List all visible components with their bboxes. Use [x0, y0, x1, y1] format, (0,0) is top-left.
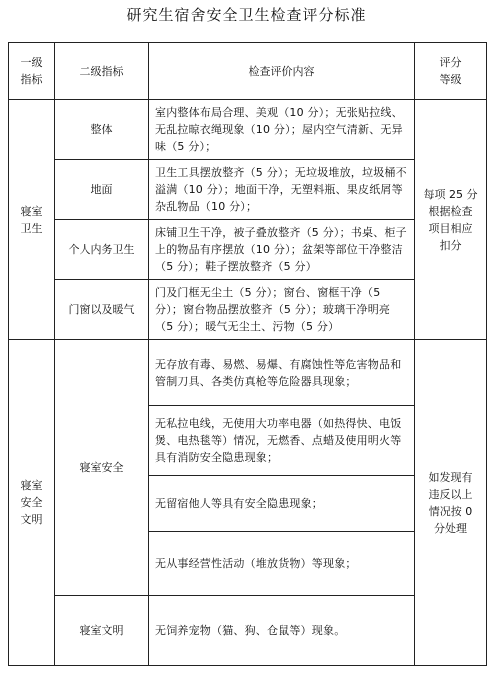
table-row	[9, 100, 487, 160]
content-cell: 无饲养宠物（猫、狗、仓鼠等）现象。	[149, 596, 415, 666]
content-cell: 无私拉电线，无使用大功率电器（如热得快、电饭煲、电热毯等）情况，无燃香、点蜡及使用明火等具有消防安全隐患现象；	[149, 406, 415, 476]
level2-cell: 地面	[55, 160, 149, 220]
level2-cell: 门窗以及暖气	[55, 280, 149, 340]
content-cell: 卫生工具摆放整齐（5 分）；无垃圾堆放，垃圾桶不溢满（10 分）；地面干净，无塑料瓶、果皮纸屑等杂乱物品（10 分）；	[149, 160, 415, 220]
level2-civil: 寝室文明	[55, 596, 149, 666]
score-hygiene: 每项 25 分 根据检查 项目相应 扣分	[415, 100, 487, 340]
content-cell: 无存放有毒、易燃、易爆、有腐蚀性等危害物品和管制刀具、各类仿真枪等危险器具现象；	[149, 340, 415, 406]
table-header-row	[9, 43, 487, 100]
table-row	[9, 340, 487, 406]
scoring-table	[8, 42, 487, 666]
score-safety-civil: 如发现有 违反以上 情况按 0 分处理	[415, 340, 487, 666]
header-level1: 一级 指标	[9, 43, 55, 100]
page-title: 研究生宿舍安全卫生检查评分标准	[126, 6, 367, 24]
level2-safety: 寝室安全	[55, 340, 149, 596]
level1-safety-civil: 寝室 安全 文明	[9, 340, 55, 666]
content-cell: 无留宿他人等具有安全隐患现象；	[149, 476, 415, 532]
content-cell: 床铺卫生干净，被子叠放整齐（5 分）；书桌、柜子上的物品有序摆放（10 分）；盆架等部位干净整洁（5 分）；鞋子摆放整齐（5 分）	[149, 220, 415, 280]
level2-cell: 个人内务卫生	[55, 220, 149, 280]
header-level2: 二级指标	[55, 43, 149, 100]
level1-hygiene: 寝室 卫生	[9, 100, 55, 340]
content-cell: 无从事经营性活动（堆放货物）等现象；	[149, 532, 415, 596]
header-content: 检查评价内容	[149, 43, 415, 100]
content-cell: 门及门框无尘土（5 分）；窗台、窗框干净（5 分）；窗台物品摆放整齐（5 分）；玻璃干净明亮（5 分）；暖气无尘土、污物（5 分）	[149, 280, 415, 340]
header-score: 评分 等级	[415, 43, 487, 100]
level2-cell: 整体	[55, 100, 149, 160]
content-cell: 室内整体布局合理、美观（10 分）；无张贴拉线、无乱拉晾衣绳现象（10 分）；屋内空气清新、无异味（5 分）；	[149, 100, 415, 160]
